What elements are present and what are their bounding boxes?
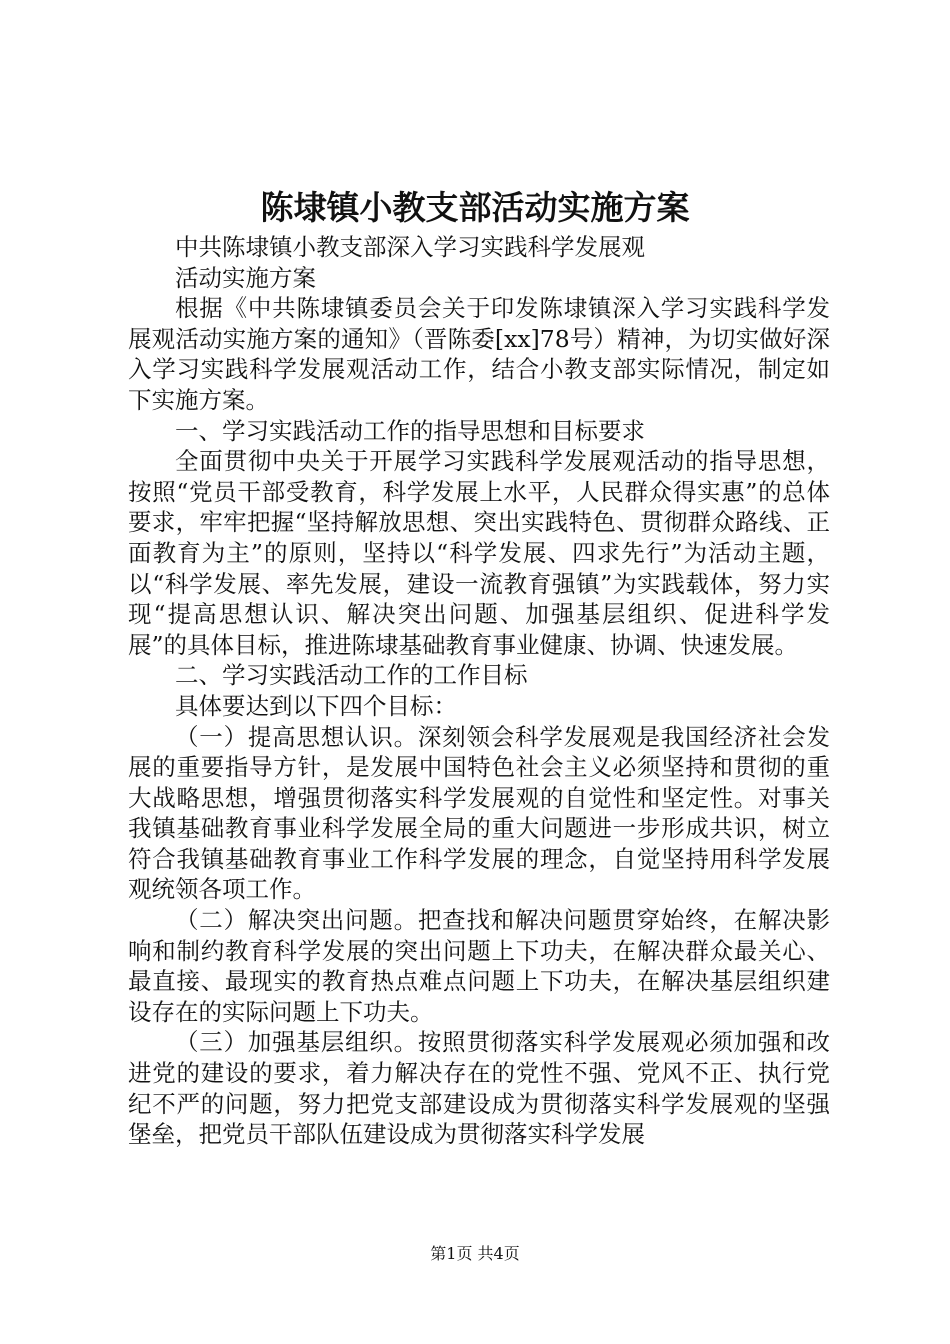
section-heading-2: 二、学习实践活动工作的工作目标 (175, 661, 528, 690)
paragraph-goal-1: （一）提高思想认识。深刻领会科学发展观是我国经济社会发展的重要指导方针，是发展中国特色社会主义必须坚持和贯彻的重大战略思想，增强贯彻落实科学发展观的自觉性和坚定性。对事关我镇基础教育事业科学发展全局的重大问题进一步形成共识，树立符合我镇基础教育事业工作科学发展的理念，自觉坚持用科学发展观统领各项工作。 (128, 722, 830, 904)
paragraph-subtitle-line1: 中共陈埭镇小教支部深入学习实践科学发展观 (175, 233, 645, 261)
document-body (128, 232, 830, 1150)
paragraph-goals-intro: 具体要达到以下四个目标： (175, 691, 457, 720)
section-heading-1: 一、学习实践活动工作的指导思想和目标要求 (175, 416, 645, 445)
paragraph-goal-3: （三）加强基层组织。按照贯彻落实科学发展观必须加强和改进党的建设的要求，着力解决存在的党性不强、党风不正、执行党纪不严的问题，努力把党支部建设成为贯彻落实科学发展观的坚强堡垒，把党员干部队伍建设成为贯彻落实科学发展 (128, 1028, 830, 1149)
paragraph-guiding-thought: 全面贯彻中央关于开展学习实践科学发展观活动的指导思想，按照“党员干部受教育，科学发展上水平，人民群众得实惠”的总体要求，牢牢把握“坚持解放思想、突出实践特色、贯彻群众路线、正面教育为主”的原则，坚持以“科学发展、四求先行”为活动主题，以“科学发展、率先发展，建设一流教育强镇”为实践载体，努力实现“提高思想认识、解决突出问题、加强基层组织、促进科学发展”的具体目标，推进陈埭基础教育事业健康、协调、快速发展。 (128, 447, 830, 659)
paragraph-goal-2: （二）解决突出问题。把查找和解决问题贯穿始终，在解决影响和制约教育科学发展的突出问题上下功夫，在解决群众最关心、最直接、最现实的教育热点难点问题上下功夫，在解决基层组织建设存在的实际问题上下功夫。 (128, 906, 830, 1026)
document-title: 陈埭镇小教支部活动实施方案 (260, 188, 690, 227)
page-number-footer: 第1页 共4页 (430, 1244, 520, 1263)
paragraph-intro: 根据《中共陈埭镇委员会关于印发陈埭镇深入学习实践科学发展观活动实施方案的通知》（晋陈委[xx]78号）精神，为切实做好深入学习实践科学发展观活动工作，结合小教支部实际情况，制定如下实施方案。 (128, 294, 830, 414)
paragraph-subtitle-line2: 活动实施方案 (175, 263, 316, 292)
